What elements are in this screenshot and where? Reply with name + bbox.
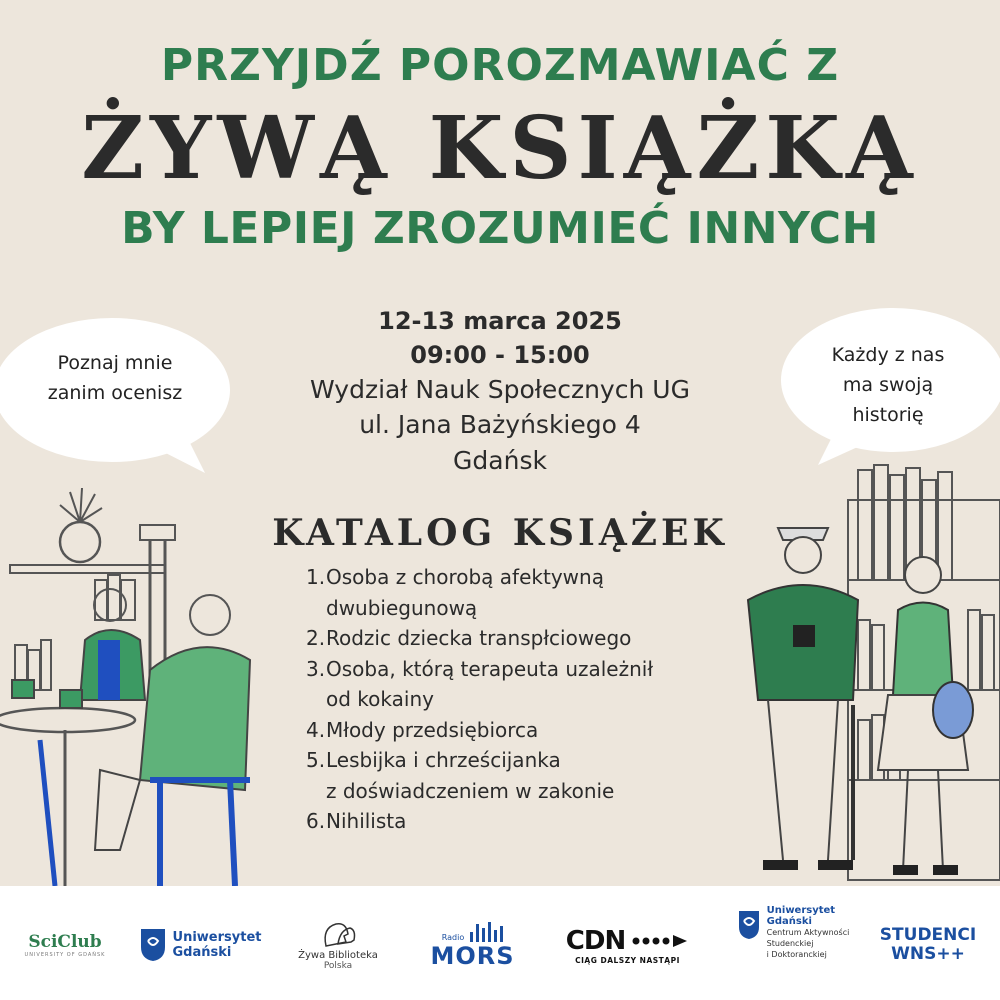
- catalog-item-number: 2.: [306, 626, 326, 650]
- catalog-item-text-cont: od kokainy: [326, 687, 434, 711]
- dots-arrow-icon: [631, 934, 689, 948]
- studenci-wns-line-2: WNS++: [891, 944, 965, 964]
- catalog-item: [306, 745, 696, 806]
- catalog-item-text: Osoba, którą terapeuta uzależnił: [326, 656, 654, 681]
- catalog-item-text-cont: z doświadczeniem w zakonie: [326, 778, 615, 803]
- catalog-title: KATALOG KSIĄŻEK: [272, 512, 728, 554]
- ug-logo-line-1: Uniwersytet: [172, 930, 262, 945]
- cdn-logo-subtext: CIĄG DALSZY NASTĄPI: [575, 955, 680, 965]
- catalog-item: [306, 623, 696, 654]
- speech-bubble-left-line-2: zanim ocenisz: [47, 382, 183, 404]
- catalog-item-number: 4.: [306, 717, 326, 742]
- catalog-item-text: Osoba z chorobą afektywną: [326, 565, 604, 589]
- sciclub-logo-text: SciClub: [28, 932, 102, 952]
- standing-woman: [878, 557, 973, 875]
- ug-centrum-line-4: Studenckiej: [766, 939, 814, 948]
- catalog-item: [306, 562, 696, 623]
- speech-bubble-left-line-1: Poznaj mnie: [57, 352, 173, 374]
- ug-centrum-line-3: Centrum Aktywności: [766, 928, 850, 937]
- catalog-item-text: Lesbijka i chrześcijanka: [326, 748, 561, 772]
- catalog-item-text: Rodzic dziecka transpłciowego: [326, 626, 632, 650]
- radio-bars-icon: [442, 920, 503, 942]
- catalog-item-number: 6.: [306, 809, 326, 833]
- catalog-item-number: 1.: [306, 565, 326, 589]
- sciclub-logo-subtext: UNIVERSITY OF GDAŃSK: [24, 952, 106, 958]
- catalog-item-number: 5.: [306, 748, 326, 772]
- event-place-line-1: Wydział Nauk Społecznych UG: [310, 375, 690, 404]
- speech-bubble-right-line-2: ma swoją: [842, 374, 934, 396]
- ug-centrum-line-5: i Doktoranckiej: [766, 950, 827, 959]
- zywa-biblioteka-line-1: Żywa Biblioteka: [298, 949, 378, 961]
- catalog-item: [306, 806, 696, 837]
- headline-line-1: PRZYJDŹ POROZMAWIAĆ Z: [160, 40, 840, 91]
- radio-mors-logo: [425, 905, 520, 985]
- ug-centrum-line-2: Gdański: [766, 916, 812, 927]
- radio-small-label: Radio: [441, 933, 465, 942]
- studenci-wns-line-1: STUDENCI: [879, 925, 977, 945]
- ug-centrum-line-1: Uniwersytet: [766, 905, 836, 916]
- event-time: 09:00 - 15:00: [410, 341, 590, 369]
- zywa-biblioteka-logo: [288, 905, 388, 985]
- event-date: 12-13 marca 2025: [378, 307, 622, 335]
- catalog-item-text-cont: dwubiegunową: [326, 595, 478, 620]
- speech-bubble-right: [778, 305, 1000, 465]
- zywa-biblioteka-line-2: Polska: [323, 960, 353, 971]
- ug-centrum-logo: [728, 905, 858, 985]
- event-place-line-2: ul. Jana Bażyńskiego 4: [359, 410, 641, 439]
- studenci-wns-logo: [878, 905, 978, 985]
- speech-bubble-right-line-3: historię: [852, 404, 924, 426]
- bag-icon: [933, 682, 973, 738]
- speech-heads-icon: [318, 920, 358, 950]
- cdn-logo-text: CDN: [565, 925, 626, 956]
- sciclub-logo: [20, 905, 110, 985]
- speech-bubble-left: [0, 315, 230, 475]
- cdn-logo: [560, 905, 695, 985]
- speech-bubble-right-line-1: Każdy z nas: [831, 344, 945, 366]
- catalog-item-number: 3.: [306, 656, 326, 681]
- ug-crest-icon: [737, 909, 761, 941]
- radio-mors-text: MORS: [430, 942, 515, 970]
- catalog-item-text: Nihilista: [326, 809, 407, 833]
- cup-icon: [793, 625, 815, 647]
- standing-man: [748, 528, 858, 870]
- ug-logo: [135, 905, 265, 985]
- catalog-item-text: Młody przedsiębiorca: [326, 717, 539, 742]
- catalog-list: [306, 562, 696, 837]
- headline-line-2: ŻYWĄ KSIĄŻKĄ: [81, 98, 919, 199]
- catalog-item: [306, 715, 696, 746]
- ug-logo-line-2: Gdański: [172, 945, 232, 960]
- event-place-line-3: Gdańsk: [453, 446, 547, 475]
- ug-crest-icon: [139, 927, 167, 963]
- headline-line-3: BY LEPIEJ ZROZUMIEĆ INNYCH: [121, 203, 879, 254]
- catalog-item: [306, 654, 696, 715]
